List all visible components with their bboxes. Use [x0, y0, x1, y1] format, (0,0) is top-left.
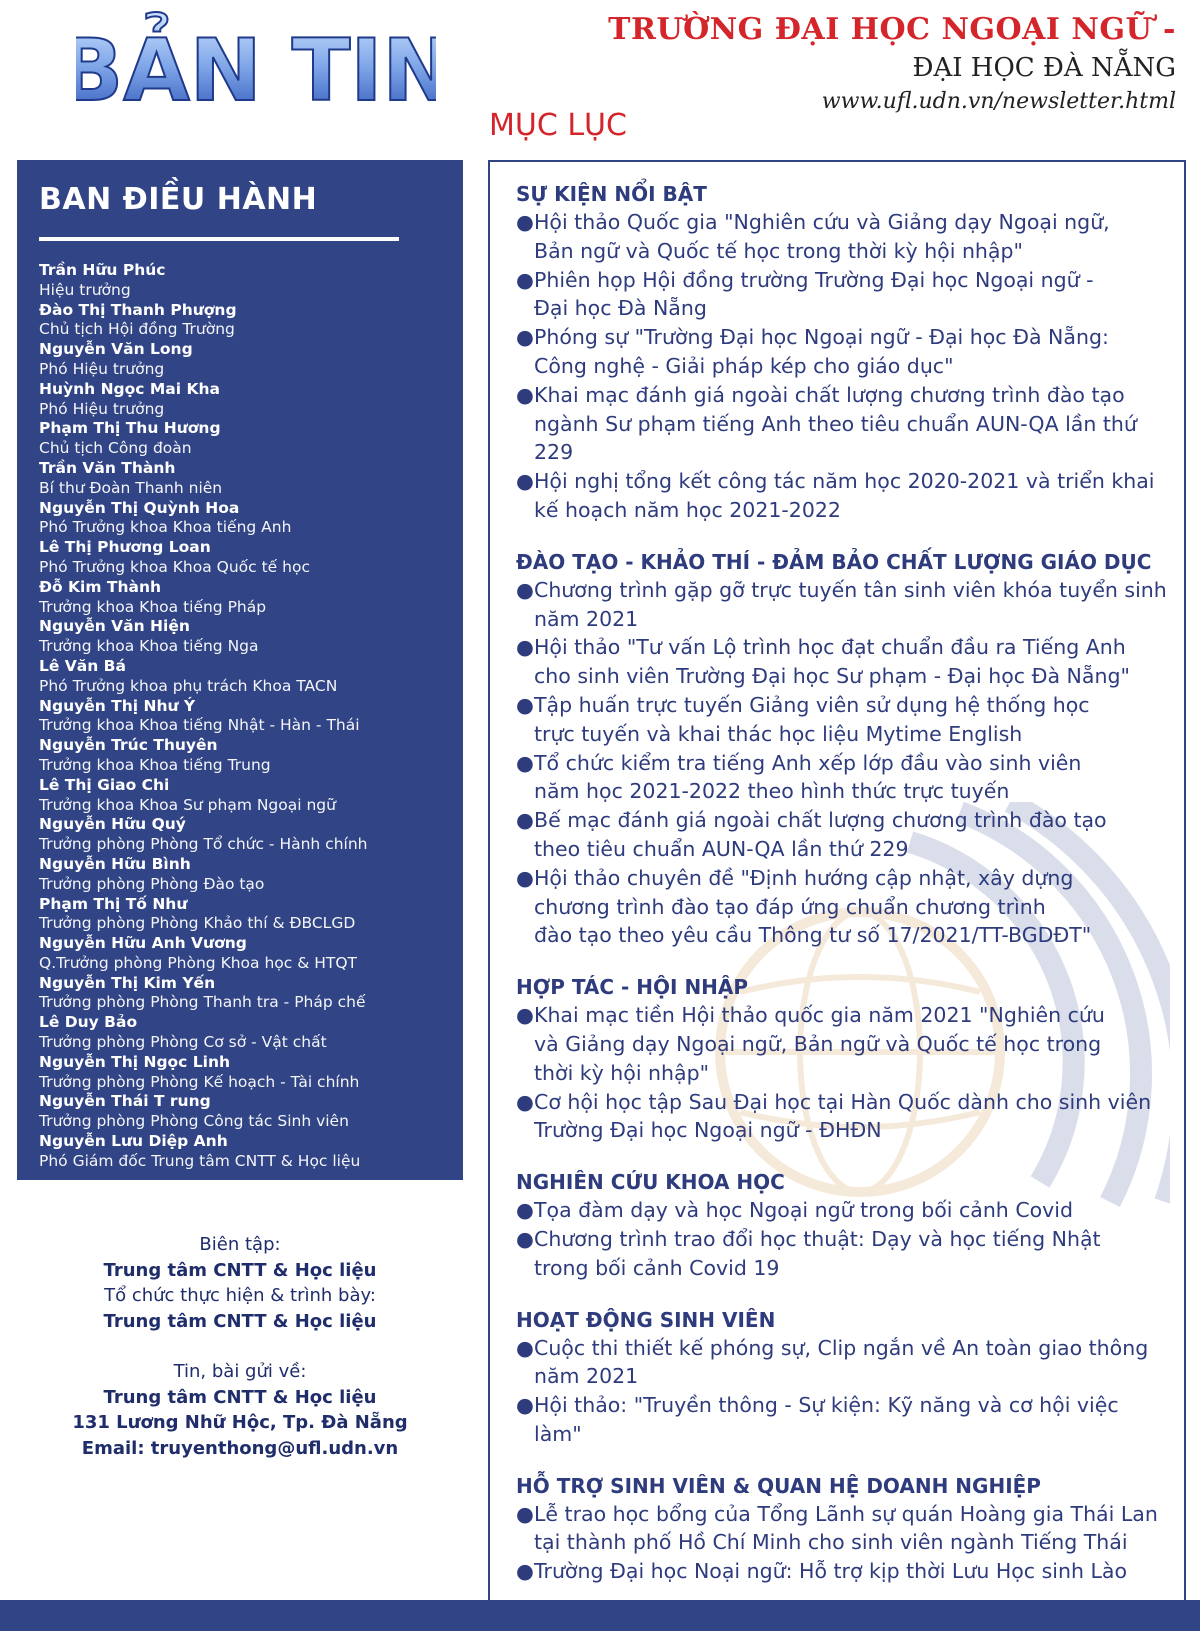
board-member	[39, 1053, 441, 1093]
member-role: Phó Hiệu trưởng	[39, 399, 165, 418]
member-role: Hiệu trưởng	[39, 280, 131, 299]
credits	[17, 1232, 463, 1461]
member-name: Nguyễn Văn Hiện	[39, 617, 190, 636]
bullet-icon: ●	[516, 865, 534, 890]
school-name-line1: TRƯỜNG ĐẠI HỌC NGOẠI NGỮ -	[608, 12, 1176, 47]
board-member	[39, 934, 441, 974]
member-role: Trưởng khoa Khoa tiếng Nhật - Hàn - Thái	[39, 716, 360, 735]
toc-box	[488, 160, 1186, 1600]
toc-item-line: Cơ hội học tập Sau Đại học tại Hàn Quốc dành cho sinh viên	[534, 1089, 1152, 1114]
toc-item-line: và Giảng dạy Ngoại ngữ, Bản ngữ và Quốc tế học trong	[534, 1031, 1102, 1056]
member-name: Đào Thị Thanh Phượng	[39, 300, 237, 319]
member-name: Trần Văn Thành	[39, 458, 176, 477]
member-name: Phạm Thị Tố Như	[39, 894, 188, 913]
section-title: ĐÀO TẠO - KHẢO THÍ - ĐẢM BẢO CHẤT LƯỢNG GIÁO DỤC	[516, 549, 1152, 574]
board-member	[39, 895, 441, 935]
bullet-icon: ●	[516, 750, 534, 775]
member-name: Lê Thị Giao Chi	[39, 775, 170, 794]
member-role: Q.Trưởng phòng Phòng Khoa học & HTQT	[39, 953, 358, 972]
member-name: Lê Văn Bá	[39, 656, 126, 675]
board-member	[39, 301, 441, 341]
bullet-icon: ●	[516, 1501, 534, 1526]
school-header	[608, 12, 1176, 114]
section-title: NGHIÊN CỨU KHOA HỌC	[516, 1170, 785, 1195]
member-name: Nguyễn Thị Ngọc Linh	[39, 1052, 231, 1071]
toc-item-line: Lễ trao học bổng của Tổng Lãnh sự quán Hoàng gia Thái Lan	[534, 1501, 1158, 1526]
toc-item[interactable]	[516, 806, 1170, 864]
toc-item-line: Tọa đàm dạy và học Ngoại ngữ trong bối cảnh Covid	[534, 1198, 1074, 1223]
toc-item-line: trực tuyến và khai thác học liệu Mytime English	[534, 721, 1023, 746]
board-member	[39, 855, 441, 895]
toc-item-line: Bản ngữ và Quốc tế học trong thời kỳ hội nhập"	[534, 238, 1023, 263]
producer-label: Tổ chức thực hiện & trình bày:	[104, 1285, 376, 1306]
toc-item-line: Trường Đại học Ngoại ngữ - ĐHĐN	[534, 1118, 882, 1143]
member-role: Bí thư Đoàn Thanh niên	[39, 478, 223, 497]
toc-item[interactable]	[516, 749, 1170, 807]
producer-value: Trung tâm CNTT & Học liệu	[103, 1310, 377, 1332]
bullet-icon: ●	[516, 267, 534, 292]
newsletter-url[interactable]: www.ufl.udn.vn/newsletter.html	[821, 89, 1176, 114]
board-member	[39, 697, 441, 737]
editor-value: Trung tâm CNTT & Học liệu	[103, 1259, 377, 1281]
toc-item-line: Công nghệ - Giải pháp kép cho giáo dục"	[534, 353, 954, 378]
bullet-icon: ●	[516, 1393, 534, 1418]
member-role: Phó Trưởng khoa Khoa tiếng Anh	[39, 518, 292, 537]
board-member	[39, 776, 441, 816]
bullet-icon: ●	[516, 577, 534, 602]
toc-item-line: Chương trình gặp gỡ trực tuyến tân sinh viên khóa tuyển sinh	[534, 577, 1167, 602]
board-member	[39, 380, 441, 420]
toc-item-line: Khai mạc tiền Hội thảo quốc gia năm 2021 "Nghiên cứu	[534, 1003, 1105, 1028]
toc-item-line: Hội thảo: "Truyền thông - Sự kiện: Kỹ năng và cơ hội việc làm"	[534, 1393, 1119, 1446]
toc-item[interactable]	[516, 381, 1170, 467]
toc-section	[516, 182, 1170, 525]
toc-item[interactable]	[516, 1225, 1170, 1283]
member-name: Nguyễn Văn Long	[39, 340, 193, 359]
member-name: Nguyễn Thị Quỳnh Hoa	[39, 498, 240, 517]
toc-item-line: thời kỳ hội nhập"	[534, 1060, 710, 1085]
member-name: Phạm Thị Thu Hương	[39, 419, 221, 438]
toc-item-line: trong bối cảnh Covid 19	[534, 1255, 780, 1280]
toc-item-line: Cuộc thi thiết kế phóng sự, Clip ngắn về An toàn giao thông	[534, 1335, 1149, 1360]
board-title: BAN ĐIỀU HÀNH	[39, 182, 318, 217]
school-name-line2: ĐẠI HỌC ĐÀ NẴNG	[912, 53, 1176, 83]
toc-item-line: theo tiêu chuẩn AUN-QA lần thứ 229	[534, 836, 909, 861]
board-member	[39, 261, 441, 301]
member-role: Phó Trưởng khoa Khoa Quốc tế học	[39, 557, 310, 576]
member-name: Nguyễn Hữu Quý	[39, 815, 186, 834]
toc-item-line: Đại học Đà Nẵng	[534, 296, 707, 321]
bullet-icon: ●	[516, 469, 534, 494]
bullet-icon: ●	[516, 1559, 534, 1584]
member-name: Nguyễn Thị Kim Yến	[39, 973, 216, 992]
toc-section	[516, 1474, 1170, 1586]
editor-label: Biên tập:	[199, 1234, 281, 1255]
member-role: Trưởng phòng Phòng Công tác Sinh viên	[39, 1112, 349, 1131]
member-role: Phó Trưởng khoa phụ trách Khoa TACN	[39, 676, 338, 695]
toc-item-line: Khai mạc đánh giá ngoài chất lượng chương trình đào tạo	[534, 382, 1125, 407]
board-member	[39, 419, 441, 459]
member-name: Nguyễn Trúc Thuyên	[39, 736, 218, 755]
board-member	[39, 974, 441, 1014]
member-name: Nguyễn Hữu Bình	[39, 854, 191, 873]
bullet-icon: ●	[516, 382, 534, 407]
board-member	[39, 815, 441, 855]
toc-sections	[516, 182, 1170, 1586]
toc-section	[516, 975, 1170, 1145]
toc-item[interactable]	[516, 1196, 1170, 1225]
member-role: Trưởng khoa Khoa tiếng Trung	[39, 755, 271, 774]
toc-item[interactable]	[516, 467, 1170, 525]
section-title: SỰ KIỆN NỔI BẬT	[516, 182, 707, 206]
toc-heading: MỤC LỤC	[489, 108, 627, 143]
toc-item-line: Phóng sự "Trường Đại học Ngoại ngữ - Đại học Đà Nẵng:	[534, 325, 1109, 350]
address: 131 Lương Nhữ Hộc, Tp. Đà Nẵng	[72, 1412, 408, 1433]
toc-item-line: tại thành phố Hồ Chí Minh cho sinh viên ngành Tiếng Thái	[534, 1530, 1128, 1555]
toc-item-line: Phiên họp Hội đồng trường Trường Đại học Ngoại ngữ -	[534, 267, 1094, 292]
toc-item-line: kế hoạch năm học 2021-2022	[534, 497, 841, 522]
email-link[interactable]: Email: truyenthong@ufl.udn.vn	[81, 1437, 399, 1459]
member-list	[39, 261, 441, 1172]
toc-item[interactable]	[516, 576, 1170, 634]
member-role: Trưởng phòng Phòng Khảo thí & ĐBCLGD	[39, 914, 356, 933]
toc-item-line: ngành Sư phạm tiếng Anh theo tiêu chuẩn AUN-QA lần thứ 229	[534, 411, 1137, 465]
toc-item[interactable]	[516, 1391, 1170, 1449]
section-title: HỖ TRỢ SINH VIÊN & QUAN HỆ DOANH NGHIỆP	[516, 1473, 1041, 1498]
member-role: Trưởng phòng Phòng Kế hoạch - Tài chính	[39, 1072, 360, 1091]
member-name: Nguyễn Lưu Diệp Anh	[39, 1132, 228, 1151]
board-member	[39, 578, 441, 618]
member-name: Lê Duy Bảo	[39, 1013, 138, 1032]
board-member	[39, 499, 441, 539]
member-role: Trưởng khoa Khoa Sư phạm Ngoại ngữ	[39, 795, 336, 814]
member-name: Nguyễn Thị Như Ý	[39, 696, 196, 715]
toc-item[interactable]	[516, 864, 1170, 950]
member-role: Trưởng phòng Phòng Thanh tra - Pháp chế	[39, 993, 366, 1012]
toc-section	[516, 1170, 1170, 1282]
toc-item[interactable]	[516, 323, 1170, 381]
submit-label: Tin, bài gửi về:	[173, 1361, 307, 1382]
bullet-icon: ●	[516, 1226, 534, 1251]
toc-item[interactable]	[516, 1001, 1170, 1087]
member-role: Trưởng khoa Khoa tiếng Nga	[39, 637, 259, 656]
board-member	[39, 657, 441, 697]
board-title-rule	[39, 237, 399, 241]
board-member	[39, 1132, 441, 1172]
board-member	[39, 538, 441, 578]
toc-item-line: cho sinh viên Trường Đại học Sư phạm - Đại học Đà Nẵng"	[534, 664, 1130, 689]
bullet-icon: ●	[516, 635, 534, 660]
toc-item-line: Tập huấn trực tuyến Giảng viên sử dụng hệ thống học	[534, 692, 1090, 717]
board-member	[39, 1092, 441, 1132]
board-member	[39, 736, 441, 776]
toc-item-line: Chương trình trao đổi học thuật: Dạy và học tiếng Nhật	[534, 1226, 1101, 1251]
toc-item-line: Hội thảo "Tư vấn Lộ trình học đạt chuẩn đầu ra Tiếng Anh	[534, 635, 1126, 660]
member-name: Đỗ Kim Thành	[39, 577, 162, 596]
toc-item[interactable]	[516, 691, 1170, 749]
board-member	[39, 340, 441, 380]
toc-item[interactable]	[516, 208, 1170, 266]
member-role: Trưởng phòng Phòng Tổ chức - Hành chính	[39, 835, 368, 854]
submit-org: Trung tâm CNTT & Học liệu	[103, 1386, 377, 1408]
toc-item[interactable]	[516, 1088, 1170, 1146]
member-role: Trưởng phòng Phòng Cơ sở - Vật chất	[39, 1033, 327, 1052]
toc-item[interactable]	[516, 266, 1170, 324]
toc-item-line: Bế mạc đánh giá ngoài chất lượng chương trình đào tạo	[534, 808, 1107, 833]
toc-item[interactable]	[516, 1334, 1170, 1392]
toc-item-line: Tổ chức kiểm tra tiếng Anh xếp lớp đầu vào sinh viên	[534, 750, 1082, 775]
toc-item-line: Hội nghị tổng kết công tác năm học 2020-2021 và triển khai	[534, 469, 1155, 494]
toc-item[interactable]	[516, 1500, 1170, 1558]
toc-item-line: Trường Đại học Noại ngữ: Hỗ trợ kịp thời Lưu Học sinh Lào	[534, 1559, 1127, 1584]
member-role: Trưởng khoa Khoa tiếng Pháp	[39, 597, 267, 616]
board-member	[39, 617, 441, 657]
member-role: Phó Giám đốc Trung tâm CNTT & Học liệu	[39, 1151, 361, 1170]
member-name: Lê Thị Phương Loan	[39, 538, 211, 557]
toc-item-line: Hội thảo Quốc gia "Nghiên cứu và Giảng dạy Ngoại ngữ,	[534, 210, 1110, 234]
board-member	[39, 1013, 441, 1053]
masthead-title: BẢN TIN	[76, 21, 436, 121]
toc-section	[516, 550, 1170, 950]
toc-item-line: Hội thảo chuyên đề "Định hướng cập nhật, xây dựng	[534, 865, 1074, 890]
toc-item-line: năm học 2021-2022 theo hình thức trực tuyến	[534, 779, 1010, 804]
bullet-icon: ●	[516, 1089, 534, 1114]
member-name: Nguyễn Hữu Anh Vương	[39, 934, 247, 953]
toc-item-line: chương trình đào tạo đáp ứng chuẩn chương trình	[534, 894, 1046, 919]
member-role: Chủ tịch Công đoàn	[39, 439, 192, 458]
bullet-icon: ●	[516, 1198, 534, 1223]
member-name: Trần Hữu Phúc	[39, 261, 166, 279]
toc-item-line: năm 2021	[534, 606, 639, 631]
section-title: HỢP TÁC - HỘI NHẬP	[516, 975, 749, 1000]
member-role: Chủ tịch Hội đồng Trường	[39, 320, 235, 339]
board-panel	[17, 160, 463, 1180]
toc-item[interactable]	[516, 1557, 1170, 1586]
masthead-logo	[76, 8, 436, 128]
toc-item-line: năm 2021	[534, 1364, 639, 1389]
member-role: Phó Hiệu trưởng	[39, 359, 165, 378]
bullet-icon: ●	[516, 692, 534, 717]
toc-section	[516, 1308, 1170, 1449]
board-member	[39, 459, 441, 499]
bullet-icon: ●	[516, 210, 534, 234]
footer-bar	[0, 1600, 1200, 1631]
member-name: Nguyễn Thái T rung	[39, 1092, 211, 1111]
bullet-icon: ●	[516, 1335, 534, 1360]
bullet-icon: ●	[516, 1003, 534, 1028]
section-title: HOẠT ĐỘNG SINH VIÊN	[516, 1307, 776, 1332]
bullet-icon: ●	[516, 808, 534, 833]
toc-item-line: đào tạo theo yêu cầu Thông tư số 17/2021/TT-BGDĐT"	[534, 923, 1092, 948]
toc-item[interactable]	[516, 633, 1170, 691]
member-name: Huỳnh Ngọc Mai Kha	[39, 379, 220, 398]
member-role: Trưởng phòng Phòng Đào tạo	[39, 874, 265, 893]
bullet-icon: ●	[516, 325, 534, 350]
